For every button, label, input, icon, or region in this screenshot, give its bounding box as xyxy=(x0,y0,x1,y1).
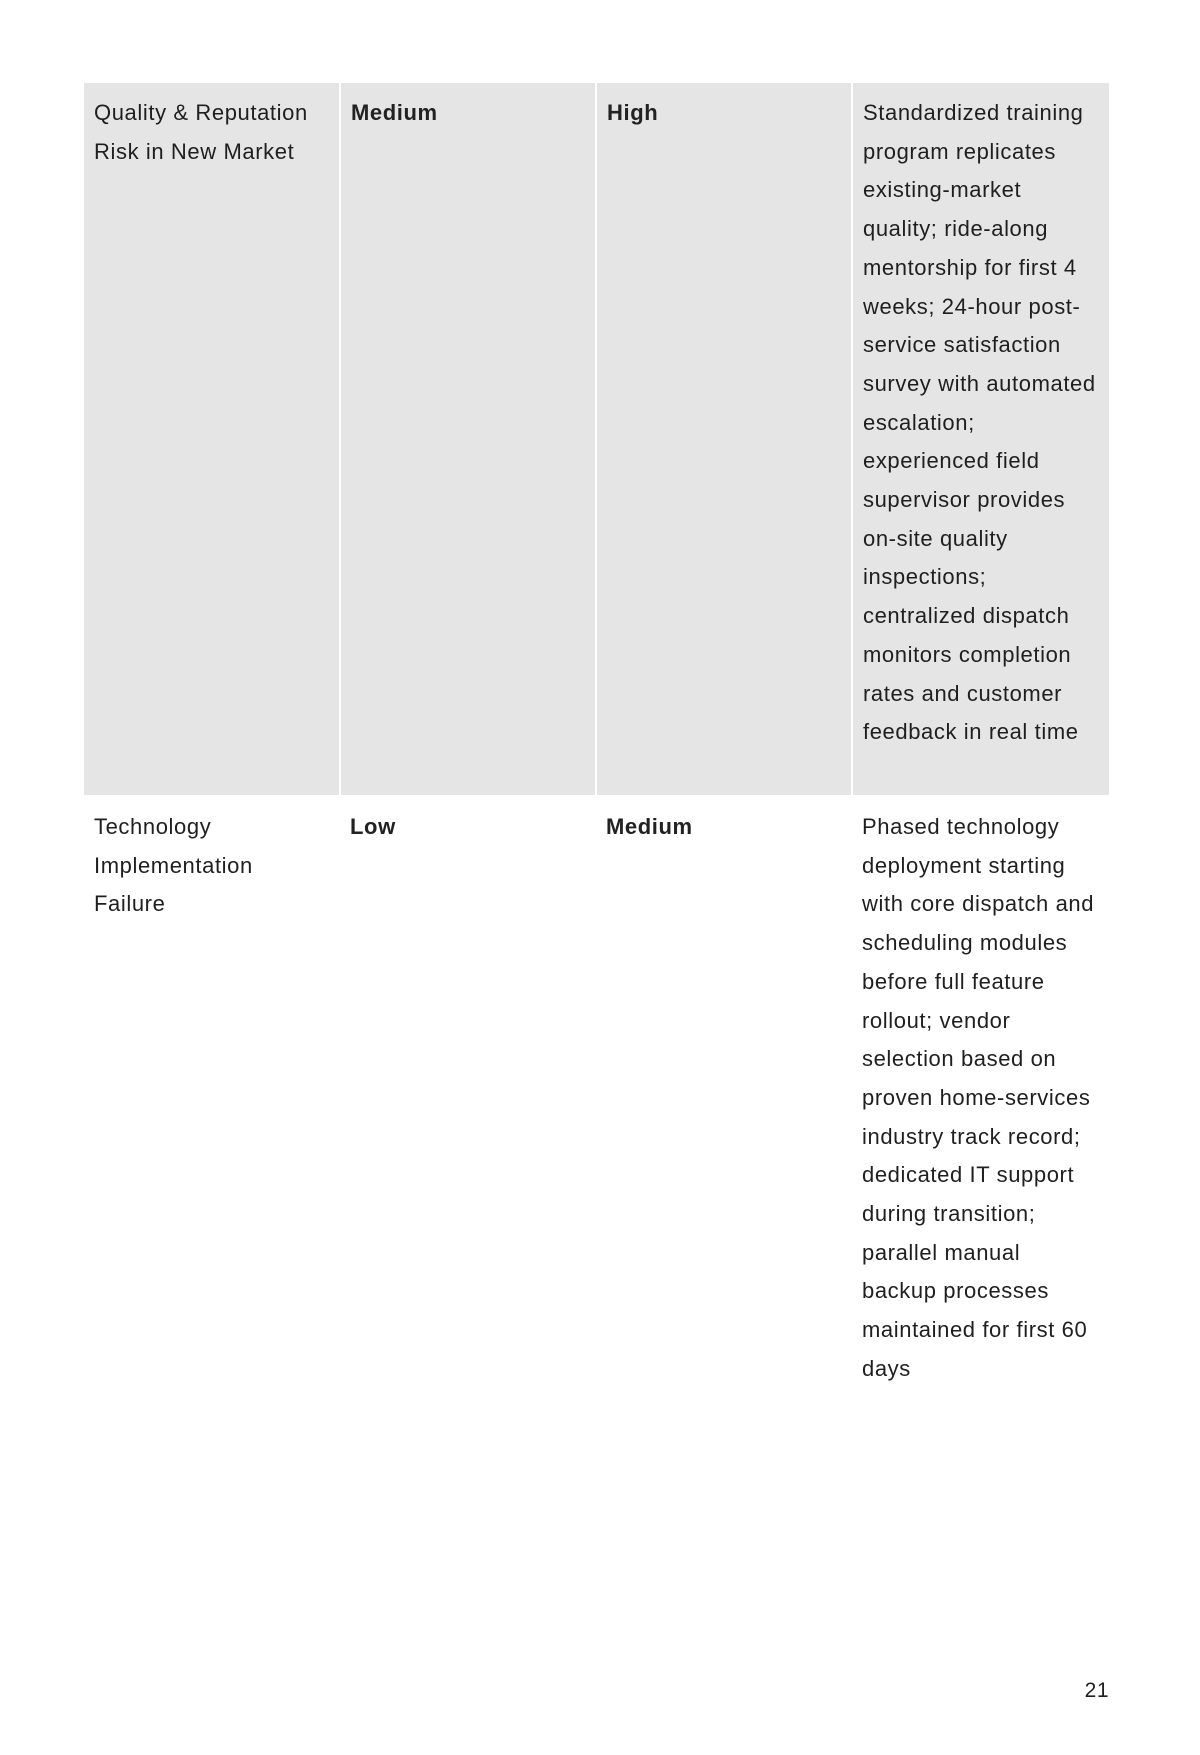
risk-name-cell: Quality & Reputation Risk in New Market xyxy=(84,83,340,795)
mitigation-cell: Standardized training program replicates existing-market quality; ride-along mentorship for first 4 weeks; 24-hour post-service satisfaction survey with automated escalation; experienced field supervisor provides on-site quality inspections; centralized dispatch monitors completion rates and customer feedback in real time xyxy=(852,83,1109,795)
risk-name-cell: Technology Implementation Failure xyxy=(84,795,340,1389)
impact-cell: Medium xyxy=(596,795,852,1389)
impact-cell: High xyxy=(596,83,852,795)
page-number: 21 xyxy=(1084,1679,1109,1702)
probability-cell: Low xyxy=(340,795,596,1389)
probability-cell: Medium xyxy=(340,83,596,795)
mitigation-cell: Phased technology deployment starting with core dispatch and scheduling modules before full feature rollout; vendor selection based on proven home-services industry track record; dedicated IT support during transition; parallel manual backup processes maintained for first 60 days xyxy=(852,795,1109,1389)
table-row xyxy=(84,83,1109,795)
table-row xyxy=(84,795,1109,1389)
risk-assessment-table xyxy=(84,83,1109,1389)
